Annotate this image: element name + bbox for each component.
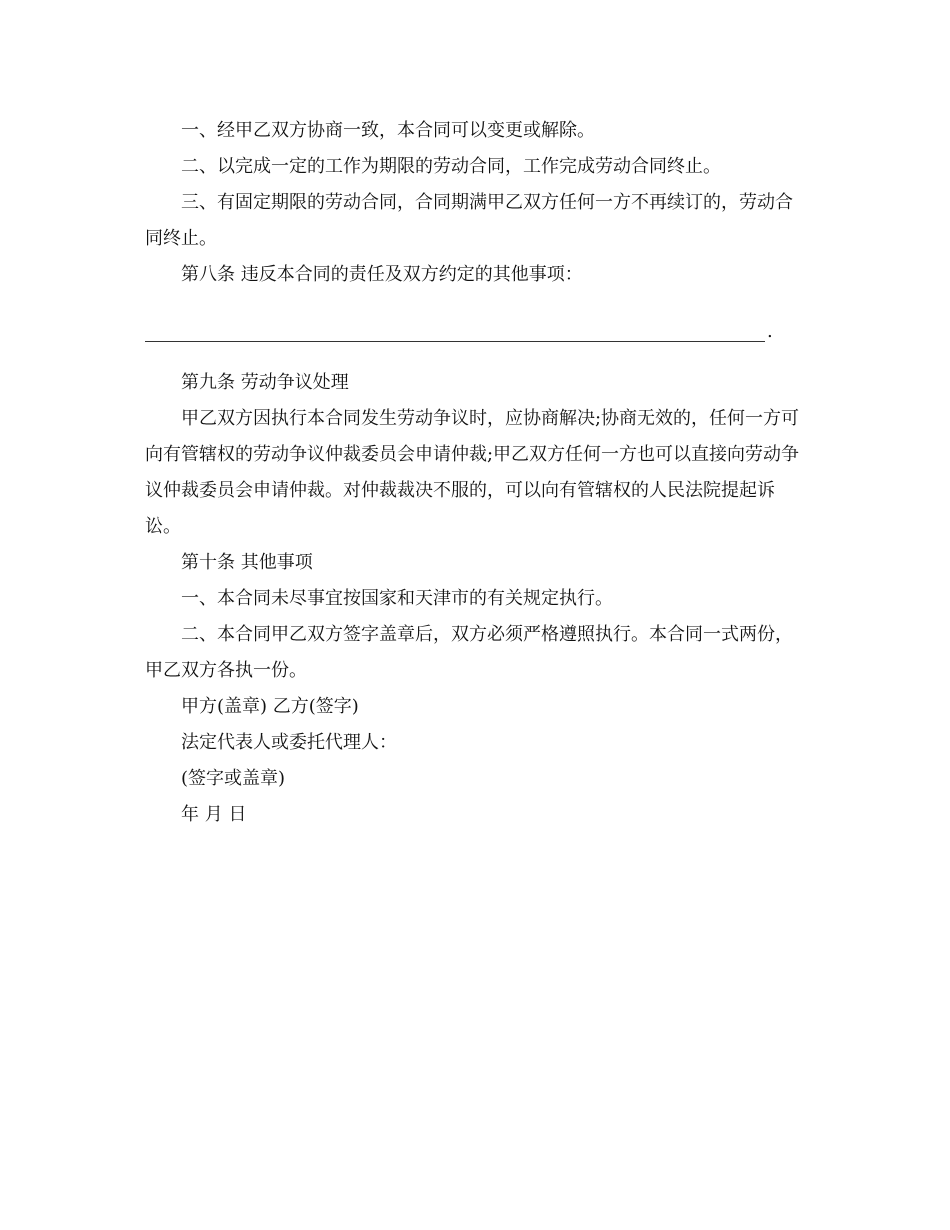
underline-rule — [145, 341, 765, 342]
date-line: 年 月 日 — [181, 804, 247, 825]
fill-in-blank-line — [145, 321, 805, 365]
article-8-heading: 第八条 违反本合同的责任及双方约定的其他事项： — [181, 264, 583, 285]
legal-representative-label: 法定代表人或委托代理人： — [181, 732, 397, 753]
clause-7-item-3: 三、有固定期限的劳动合同，合同期满甲乙双方任何一方不再续订的，劳动合同终止。 — [145, 192, 793, 249]
signature-parties: 甲方(盖章) 乙方(签字) — [181, 696, 359, 717]
article-10-item-1: 一、本合同未尽事宜按国家和天津市的有关规定执行。 — [181, 588, 613, 609]
article-10-heading: 第十条 其他事项 — [181, 552, 313, 573]
blank-space — [145, 293, 805, 331]
article-9-body: 甲乙双方因执行本合同发生劳动争议时，应协商解决;协商无效的，任何一方可向有管辖权的劳动争议仲裁委员会申请仲裁;甲乙双方任何一方也可以直接向劳动争议仲裁委员会申请仲裁。对仲裁裁决不服的，可以向有管辖权的人民法院提起诉讼。 — [145, 408, 800, 537]
sign-or-seal-note: (签字或盖章) — [181, 768, 286, 789]
document-body — [145, 113, 805, 833]
clause-7-item-1: 一、经甲乙双方协商一致，本合同可以变更或解除。 — [181, 120, 595, 141]
clause-7-item-2: 二、以完成一定的工作为期限的劳动合同，工作完成劳动合同终止。 — [181, 156, 721, 177]
article-9-heading: 第九条 劳动争议处理 — [181, 372, 349, 393]
underline-end-mark: . — [767, 321, 773, 342]
article-10-item-2: 二、本合同甲乙双方签字盖章后，双方必须严格遵照执行。本合同一式两份，甲乙双方各执一份。 — [145, 624, 793, 681]
